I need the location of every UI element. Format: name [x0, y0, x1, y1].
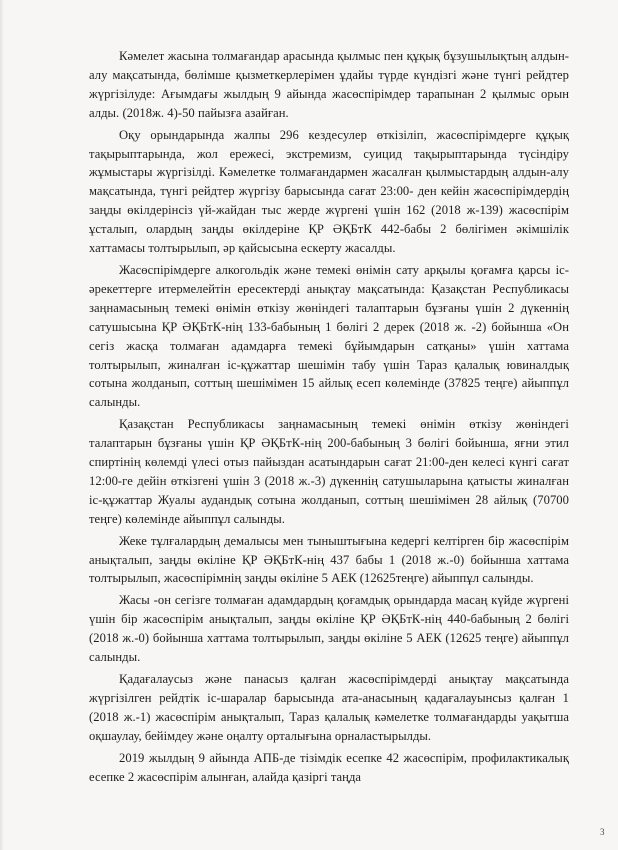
paragraph-school-meetings: Оқу орындарында жалпы 296 кездесулер өткізіліп, жасөспірімдерге құқық тақырыптарында, жол ережесі, экстремизм, суицид тақырыптарында түсіндіру жұмыстары жүргізілді. Кәмелетке толмағандармен жасалған қылмыстардың алдын-алу мақсатында, түнгі рейдтер жүргізу барысында сағат 23:00- ден кейін жасөспірімдердің заңды өкілдерінсіз үй-жайдан тыс жерде жүргені үшін 162 (2018 ж-139) жасөспірім ұсталып, олардың заңды өкілдеріне ҚР ӘҚБтК 442-бабы 2 бөлігімен әкімшілік хаттамасы толтырылып, әр қайсысына ескерту жасалды. [89, 127, 569, 256]
paragraph-public-peace: Жеке тұлғалардың демалысы мен тыныштығына кедергі келтірген бір жасөспірім анықталып, заңды өкіліне ҚР ӘҚБтК-нің 437 бабы 1 (2018 ж.-0) бойынша хаттама толтырылып, жасөспірімнің заңды өкіліне 5 АЕК (12625теңге) айыппұл салынды. [89, 533, 569, 586]
page-edge-shadow [0, 0, 4, 850]
paragraph-crime-prevention: Кәмелет жасына толмағандар арасында қылмыс пен құқық бұзушылықтың алдын-алу мақсатында, бөлімше қызметкерлерімен ұдайы түрде күндізгі және түнгі рейдтер жүргізілуде: Ағымдағы жылдың 9 айында жасөспірімдер тарапынан 2 қылмыс орын алды. (2018ж. 4)-50 пайызға азайған. [89, 49, 569, 120]
paragraph-unsupervised-minors: Қадағалаусыз және панасыз қалған жасөспірімдерді анықтау мақсатында жүргізілген рейдтік іс-шаралар барысында ата-анасының қадағалауынсыз қалған 1 (2018 ж.-1) жасөспірім анықталып, Тараз қалалық кәмелетке толмағандарды уақытша оқшаулау, бейімдеу және оңалту орталығына орналастырылды. [89, 672, 569, 743]
paragraph-tobacco-sales: Жасөспірімдерге алкогольдік және темекі өнімін сату арқылы қоғамға қарсы іс-әрекеттерге итермелейтін ересектерді анықтау мақсатында: Қазақстан Республикасы заңнамасының темекі өнімін өткізу жөніндегі талаптарын бұзғаны үшін 2 дүкеннің сатушысына ҚР ӘҚБтК-нің 133-бабының 1 бөлігі 2 дерек (2018 ж. -2) бойынша «Он сегіз жасқа толмаған адамдарға темекі бұйымдарын сатқаны» үшін хаттама толтырылып, жиналған іс-құжаттар шешімін табу үшін Тараз қалалық ювиналдық сотына жолданып, соттың шешімімен 15 айлық есеп көлемінде (37825 теңге) айыппұл салынды. [89, 262, 569, 410]
paragraph-registry: 2019 жылдың 9 айында АПБ-де тізімдік есепке 42 жасөспірім, профилактикалық есепке 2 жасөспірім алынған, алайда қазіргі таңда [89, 750, 569, 784]
paragraph-alcohol-sales: Қазақстан Республикасы заңнамасының темекі өнімін өткізу жөніндегі талаптарын бұзғаны үшін ҚР ӘҚБтК-нің 200-бабының 3 бөлігі бойынша, яғни этил спиртінің көлемді үлесі отыз пайыздан асатындарын сағат 21:00-ден келесі күнгі сағат 12:00-ге дейін өткізгені үшін 3 (2018 ж.-3) дүкеннің сатушыларына қатысты жиналған іс-құжаттар Жуалы аудандық сотына жолданып, соттың шешімімен 28 айлық (70700 теңге) көлемінде айыппұл салынды. [89, 417, 569, 526]
page-number: 3 [600, 827, 605, 837]
paragraph-intoxication: Жасы -он сегізге толмаған адамдардың қоғамдық орындарда масаң күйде жүргені үшін бір жасөспірім анықталып, заңды өкіліне ҚР ӘҚБтК-нің 440-бабының 2 бөлігі (2018 ж.-0) бойынша хаттама толтырылып, заңды өкіліне 5 АЕК (12625 теңге) айыппұл салынды. [89, 593, 569, 665]
document-body [89, 47, 569, 789]
